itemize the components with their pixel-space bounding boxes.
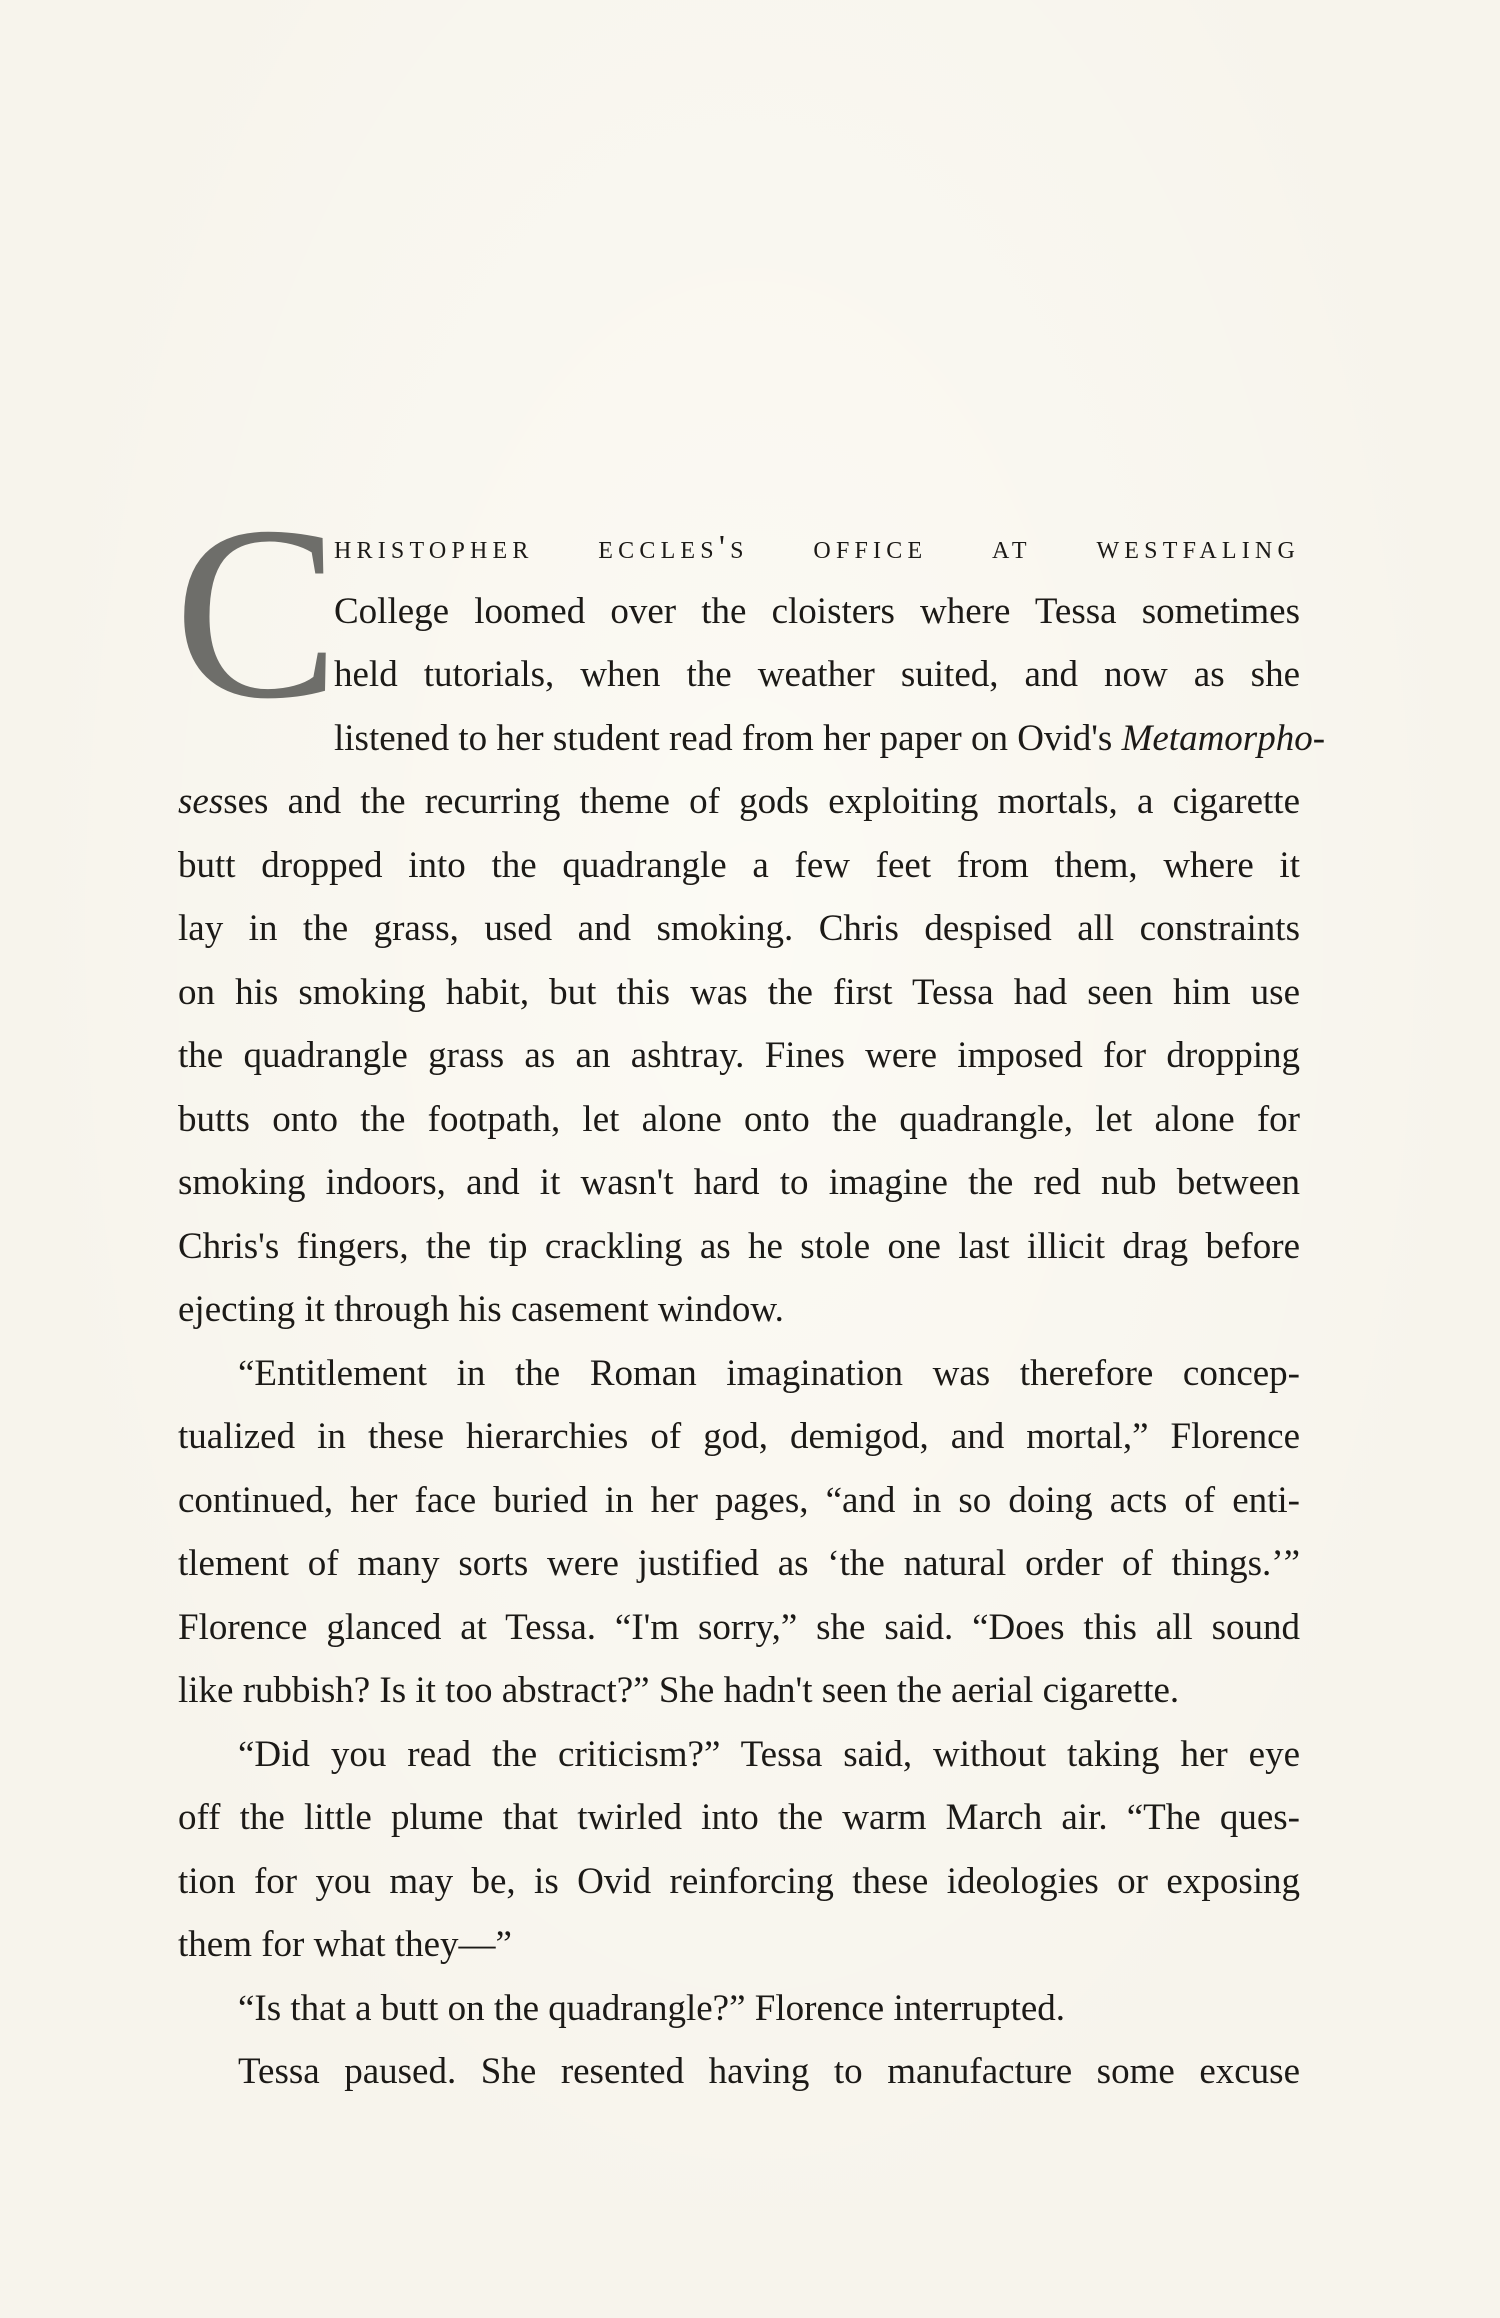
italic-title: Metamorpho- <box>1121 717 1326 759</box>
text-line: like rubbish? Is it too abstract?” She hadn't seen the aerial cigarette. <box>178 1670 1180 1711</box>
text-line: tualized in these hierarchies of god, demigod, and mortal,” Florence <box>178 1416 1300 1457</box>
paragraph <box>178 2040 1300 2104</box>
drop-cap: C <box>174 475 340 750</box>
text-line: off the little plume that twirled into the warm March air. “The ques- <box>178 1797 1300 1838</box>
text-line: on his smoking habit, but this was the first Tessa had seen him use <box>178 971 1300 1013</box>
text-line: tion for you may be, is Ovid reinforcing these ideologies or exposing <box>178 1860 1300 1902</box>
text-line: “Entitlement in the Roman imagination was therefore concep- <box>238 1352 1300 1394</box>
text-line: listened to her student read from her paper on Ovid's Metamorpho- <box>334 717 1326 759</box>
opening-paragraph <box>174 475 1326 1342</box>
paragraph <box>178 1342 1300 1723</box>
text-line: smoking indoors, and it wasn't hard to imagine the red nub between <box>178 1162 1300 1203</box>
text-line: ejecting it through his casement window. <box>178 1289 784 1330</box>
text-line: “Is that a butt on the quadrangle?” Florence interrupted. <box>238 1987 1066 2029</box>
text-line: Tessa paused. She resented having to manufacture some excuse <box>238 2051 1300 2092</box>
text-line: lay in the grass, used and smoking. Chris despised all constraints <box>178 908 1300 949</box>
text-line: continued, her face buried in her pages, “and in so doing acts of enti- <box>178 1479 1300 1521</box>
text-line: College loomed over the cloisters where Tessa sometimes <box>334 590 1300 632</box>
text-line: the quadrangle grass as an ashtray. Fines were imposed for dropping <box>178 1035 1300 1076</box>
text-line: sesses and the recurring theme of gods exploiting mortals, a cigarette <box>178 781 1300 822</box>
paragraph <box>178 1723 1300 1977</box>
text-line: them for what they—” <box>178 1924 512 1965</box>
chapter-text <box>174 475 1326 2104</box>
text-line: Chris's fingers, the tip crackling as he stole one last illicit drag before <box>178 1225 1300 1267</box>
text-line: butts onto the footpath, let alone onto the quadrangle, let alone for <box>178 1098 1300 1140</box>
text-line: “Did you read the criticism?” Tessa said, without taking her eye <box>238 1733 1300 1775</box>
text-line: held tutorials, when the weather suited, and now as she <box>334 654 1300 695</box>
text-line: Florence glanced at Tessa. “I'm sorry,” she said. “Does this all sound <box>178 1606 1300 1648</box>
text-line: tlement of many sorts were justified as ‘the natural order of things.’” <box>178 1543 1300 1584</box>
paragraph <box>178 1977 1300 2041</box>
italic-title-cont: ses <box>178 781 224 822</box>
text-line: butt dropped into the quadrangle a few feet from them, where it <box>178 844 1300 886</box>
opening-smallcaps-line: hristopher eccles's office at westfaling <box>334 529 1300 566</box>
